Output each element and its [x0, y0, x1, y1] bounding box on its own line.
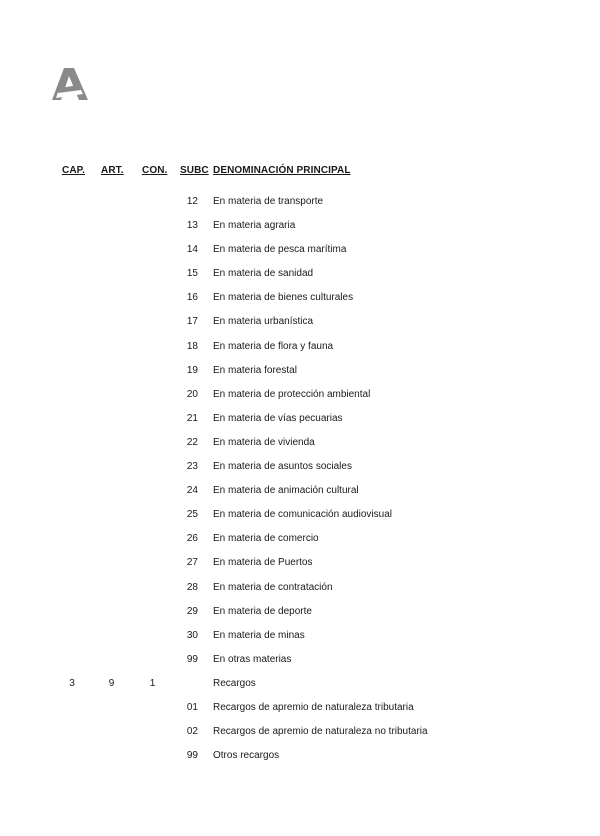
cell-denominacion: En materia de comercio [213, 533, 319, 545]
cell-denominacion: En materia urbanística [213, 316, 314, 328]
table-row [0, 388, 600, 412]
cell-denominacion: En materia de animación cultural [213, 485, 359, 497]
table-row [0, 581, 600, 605]
table-row [0, 532, 600, 556]
table-row [0, 460, 600, 484]
cell-denominacion: En materia de flora y fauna [213, 340, 334, 352]
cell-subc: 99 [186, 653, 198, 665]
cell-denominacion: Recargos [213, 677, 256, 689]
table-row [0, 412, 600, 436]
cell-denominacion: En materia de Puertos [213, 557, 313, 569]
table-row [0, 749, 600, 773]
cell-denominacion: Otros recargos [213, 750, 280, 762]
cell-cap: 3 [69, 677, 75, 689]
cell-subc: 16 [186, 292, 198, 304]
cell-denominacion: En materia de minas [213, 629, 305, 641]
cell-subc: 27 [186, 557, 198, 569]
cell-denominacion: En materia de protección ambiental [213, 388, 371, 400]
header-cap: CAP. [62, 165, 86, 176]
header-subc: SUBC [180, 165, 209, 176]
cell-denominacion: En materia de contratación [213, 581, 333, 593]
cell-subc: 18 [186, 340, 198, 352]
cell-subc: 25 [186, 509, 198, 521]
cell-subc: 99 [186, 750, 198, 762]
table-row [0, 340, 600, 364]
table-row [0, 653, 600, 677]
header-con: CON. [142, 165, 168, 176]
table-row [0, 629, 600, 653]
table-row [0, 195, 600, 219]
junta-logo-icon [50, 66, 90, 102]
cell-denominacion: En materia forestal [213, 364, 297, 376]
table-row [0, 364, 600, 388]
cell-denominacion: En materia de pesca marítima [213, 244, 347, 256]
cell-denominacion: Recargos de apremio de naturaleza no tributaria [213, 726, 428, 738]
cell-con: 1 [149, 677, 156, 689]
cell-denominacion: Recargos de apremio de naturaleza tributaria [213, 701, 414, 713]
cell-denominacion: En materia de vivienda [213, 436, 315, 448]
cell-subc: 21 [186, 412, 198, 424]
cell-subc: 17 [186, 316, 198, 328]
table-row [0, 677, 600, 701]
cell-subc: 22 [186, 436, 198, 448]
cell-subc: 23 [186, 461, 198, 473]
table-row [0, 267, 600, 291]
cell-denominacion: En materia de asuntos sociales [213, 461, 352, 473]
cell-subc: 26 [186, 533, 198, 545]
cell-subc: 01 [186, 701, 198, 713]
table-row [0, 508, 600, 532]
cell-subc: 28 [186, 581, 198, 593]
cell-subc: 13 [186, 220, 198, 232]
cell-subc: 20 [186, 388, 198, 400]
table-row [0, 436, 600, 460]
table-row [0, 484, 600, 508]
table-row [0, 556, 600, 580]
classification-table [0, 195, 600, 773]
cell-subc: 12 [186, 196, 198, 207]
header-denominacion: DENOMINACIÓN PRINCIPAL [213, 165, 351, 176]
cell-subc: 19 [186, 364, 198, 376]
table-row [0, 315, 600, 339]
cell-subc: 30 [186, 629, 198, 641]
cell-denominacion: En materia de sanidad [213, 268, 314, 280]
table-row [0, 291, 600, 315]
cell-denominacion: En materia de deporte [213, 605, 312, 617]
table-row [0, 219, 600, 243]
cell-denominacion: En materia de bienes culturales [213, 292, 354, 304]
cell-denominacion: En materia de vías pecuarias [213, 412, 343, 424]
header-art: ART. [101, 165, 124, 176]
cell-denominacion: En materia de comunicación audiovisual [213, 509, 392, 521]
cell-denominacion: En otras materias [213, 653, 292, 665]
table-row [0, 701, 600, 725]
cell-subc: 14 [186, 244, 198, 256]
table-row [0, 605, 600, 629]
cell-subc: 02 [186, 726, 198, 738]
cell-denominacion: En materia agraria [213, 220, 296, 232]
cell-subc: 24 [186, 485, 198, 497]
cell-subc: 29 [186, 605, 198, 617]
cell-art: 9 [108, 677, 115, 689]
cell-denominacion: En materia de transporte [213, 196, 324, 207]
table-row [0, 725, 600, 749]
cell-subc: 15 [186, 268, 198, 280]
table-row [0, 243, 600, 267]
